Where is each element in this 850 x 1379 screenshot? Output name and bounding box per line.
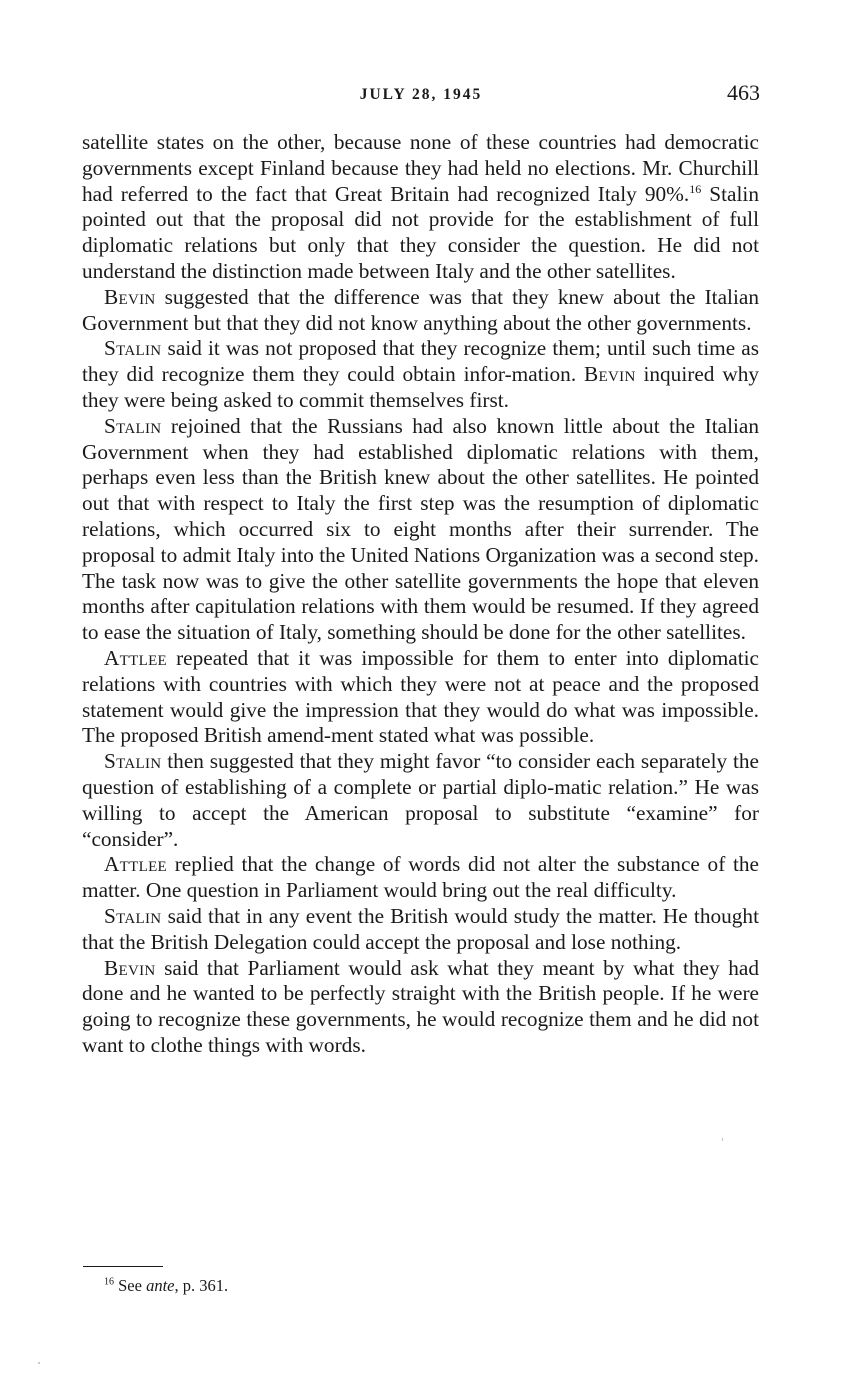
paragraph (82, 130, 759, 285)
page-header (82, 80, 760, 114)
paragraph (82, 904, 759, 956)
footnote-reference: 16 (689, 181, 702, 196)
paragraph (82, 956, 759, 1059)
paragraph (82, 414, 759, 646)
speaker-name: Stalin (104, 413, 162, 438)
speaker-name: Bevin (584, 362, 636, 387)
speaker-name: Bevin (104, 955, 156, 980)
paragraph (82, 646, 759, 749)
paragraph-text: replied that the change of words did not alter the substance of the matter. One question in Parliament would bring out the real difficulty. (82, 852, 759, 903)
footnote (104, 1276, 228, 1296)
paragraph-text: repeated that it was impossible for them to enter into diplomatic relations with countries with which they were not at peace and the proposed statement would give the impression that they would do what was impossible. The proposed British amend-ment stated what was possible. (82, 645, 759, 748)
paragraph-text: inquired why they were being asked to commit themselves first. (82, 362, 759, 412)
paragraph-text: rejoined that the Russians had also known little about the Italian Government when they had established diplomatic relations with them, perhaps even less than the British knew about the other satellites. He pointed out that with respect to Italy the first step was the resumption of diplomatic relations, which occurred six to eight months after their surrender. The proposal to admit Italy into the United Nations Organization was a second step. The task now was to give the other satellite governments the hope that eleven months after capitulation relations with them would be resumed. If they agreed to ease the situation of Italy, something should be done for the other satellites. (82, 413, 759, 645)
speaker-name: Attlee (104, 645, 167, 670)
paragraph-text: said that Parliament would ask what they meant by what they had done and he wanted to be perfectly straight with the British people. If he were going to recognize these governments, he would recognize them and he did not want to clothe things with words. (82, 955, 759, 1057)
footnote-italic-text: ante (146, 1276, 175, 1295)
scan-speck (722, 1138, 723, 1141)
speaker-name: Bevin (104, 284, 156, 309)
speaker-name: Stalin (104, 336, 162, 361)
paragraph-text: said it was not proposed that they recognize them; until such time as they did recognize them they could obtain infor-mation. (82, 336, 759, 387)
paragraph-text: suggested that the difference was that they knew about the Italian Government but that they did not know anything about the other governments. (82, 284, 759, 335)
speaker-name: Stalin (104, 903, 162, 928)
body-text (82, 130, 759, 1059)
running-head: JULY 28, 1945 (359, 86, 483, 103)
paragraph (82, 285, 759, 337)
footnote-divider (83, 1266, 163, 1267)
paragraph-text: then suggested that they might favor “to consider each separately the question of establishing of a complete or partial diplo-matic relation.” He was willing to accept the American proposal to substitute “examine” for “consider”. (82, 749, 759, 851)
footnote-text: See (114, 1276, 147, 1295)
footnote-number: 16 (104, 1276, 114, 1288)
paragraph (82, 749, 759, 852)
paragraph (82, 336, 759, 413)
paragraph-text: satellite states on the other, because none of these countries had democratic governments except Finland because they had held no elections. Mr. Churchill had referred to the fact that Great Britain had recognized Italy 90%. (82, 130, 759, 206)
paragraph-text: said that in any event the British would study the matter. He thought that the British Delegation could accept the proposal and lose nothing. (82, 903, 759, 954)
scan-speck (38, 1362, 40, 1364)
page-number: 463 (727, 80, 760, 105)
speaker-name: Attlee (104, 852, 167, 877)
paragraph (82, 852, 759, 904)
paragraph-text: Stalin pointed out that the proposal did not provide for the establishment of full diplomatic relations but only that they consider the question. He did not understand the distinction made between Italy and the other satellites. (82, 181, 759, 283)
speaker-name: Stalin (104, 749, 162, 774)
footnote-text: , p. 361. (174, 1276, 229, 1295)
